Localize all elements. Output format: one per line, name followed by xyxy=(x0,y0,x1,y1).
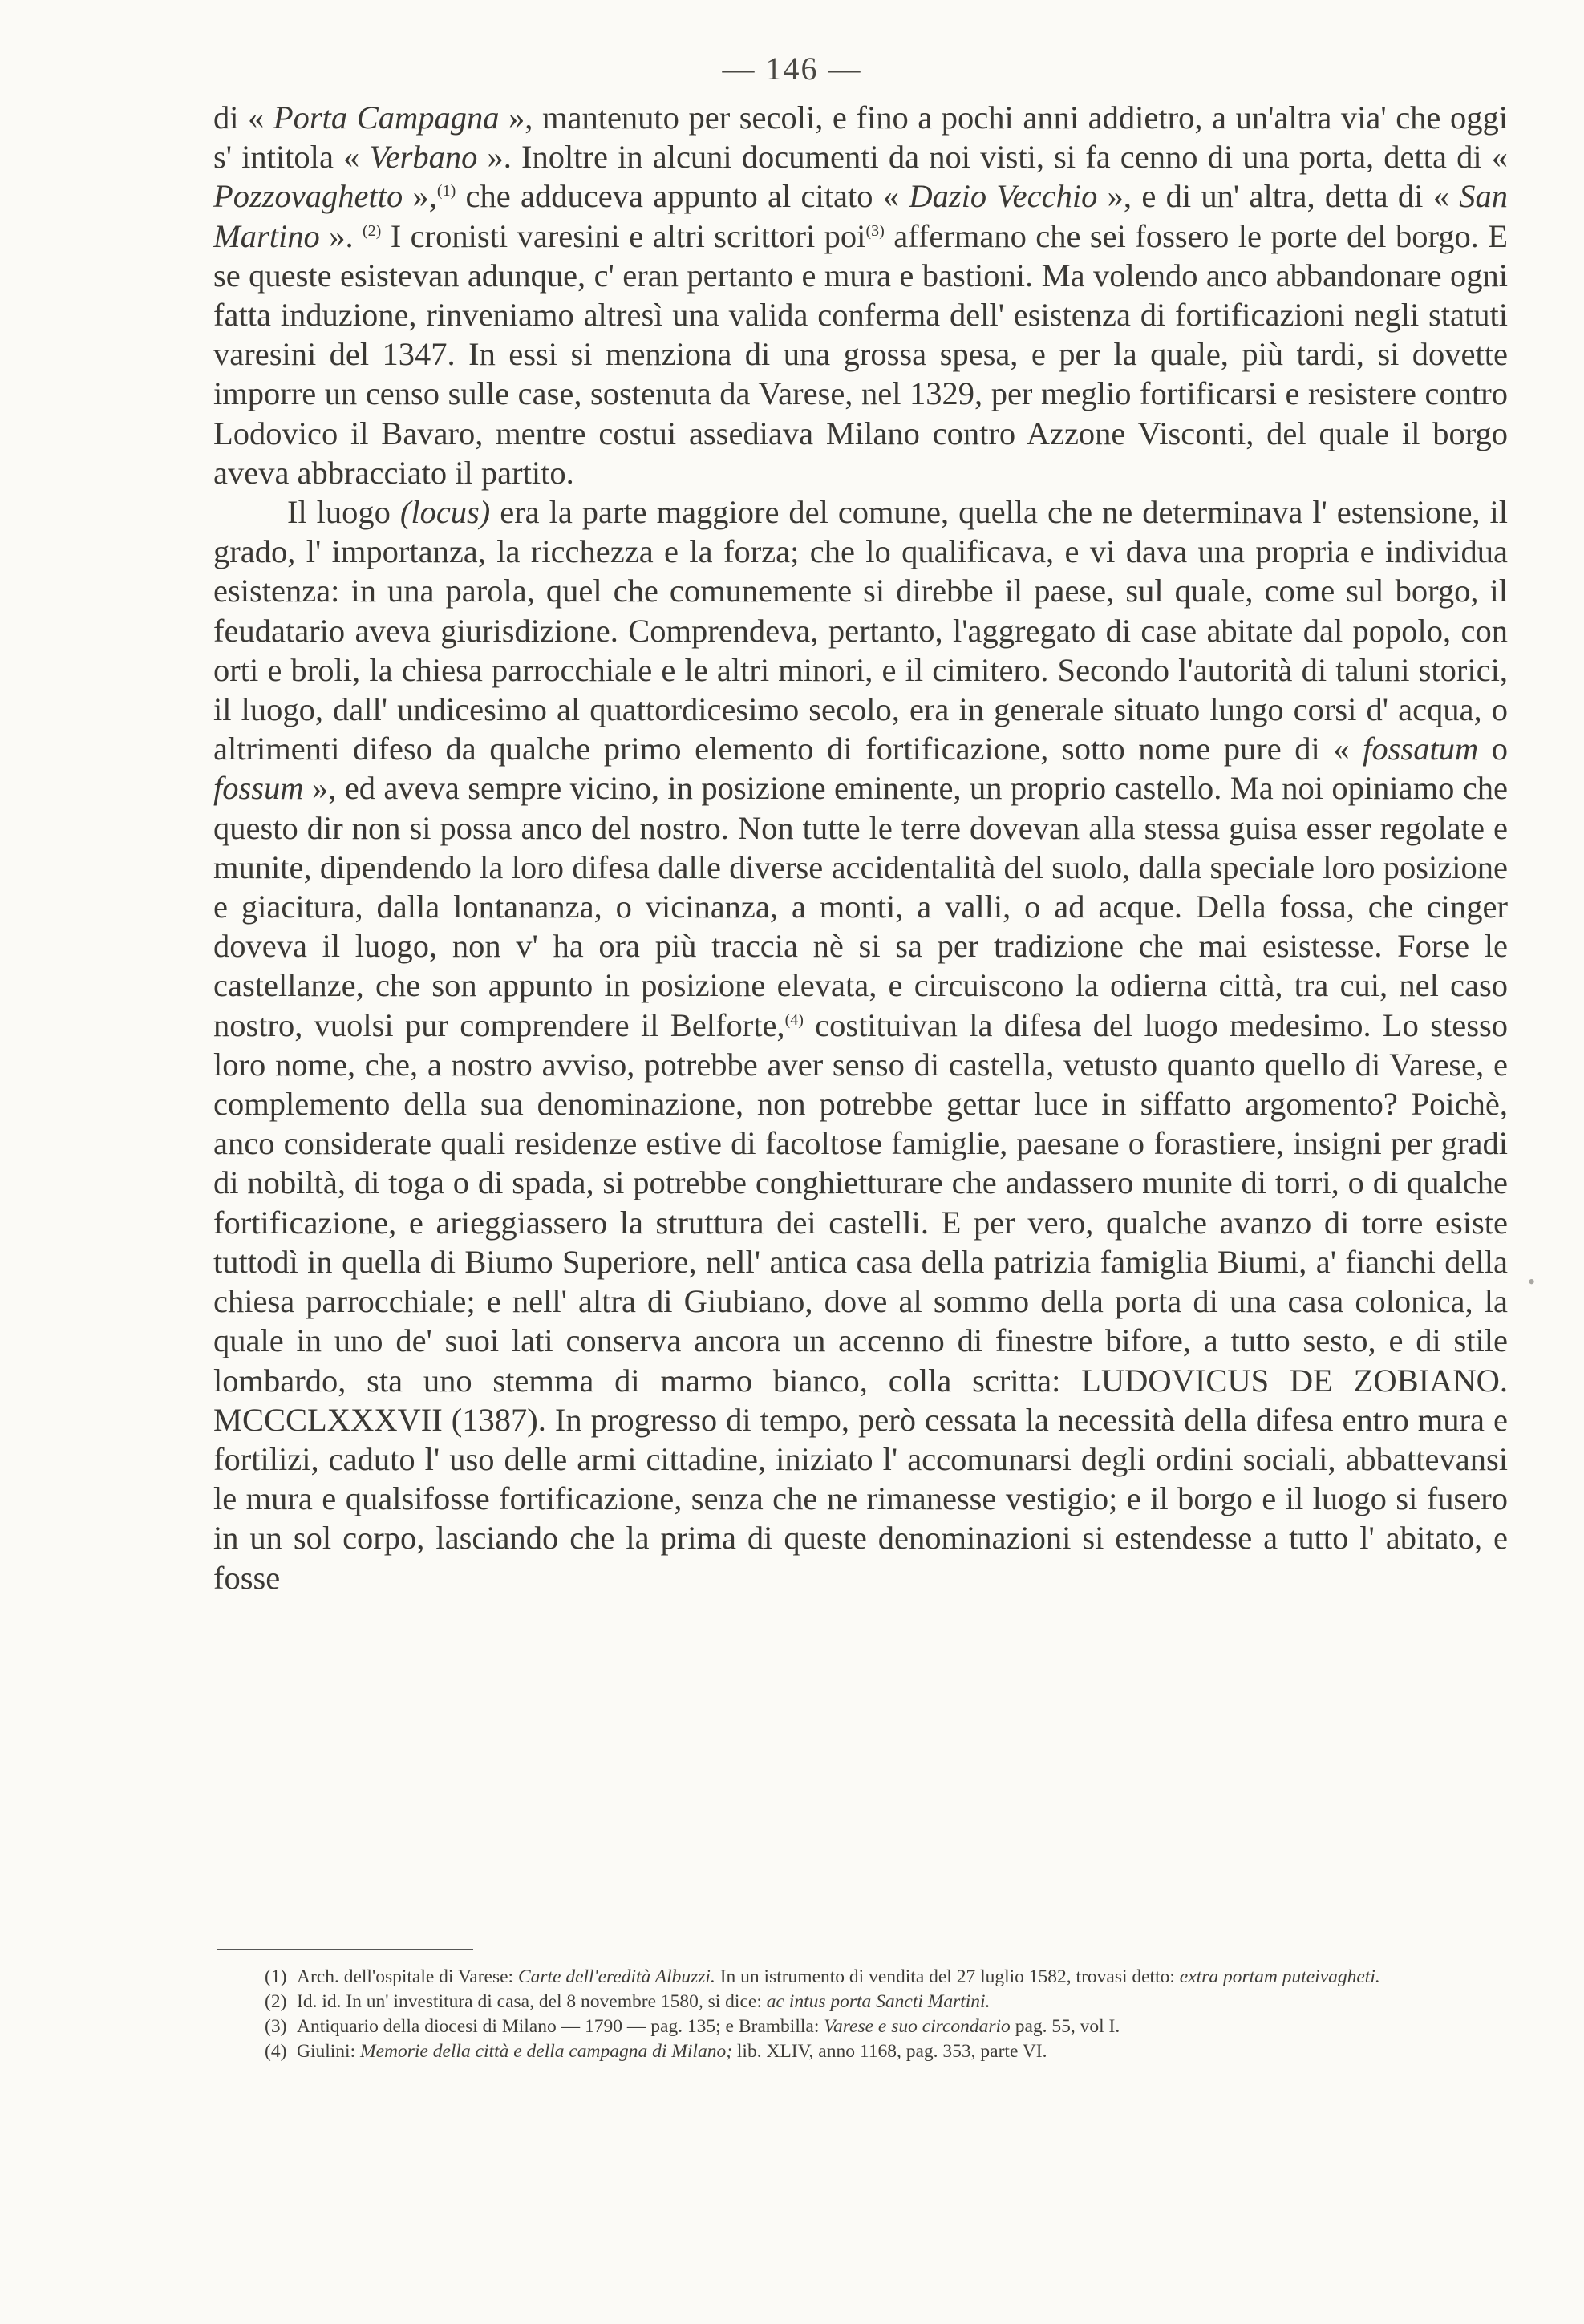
text-run: Il luogo xyxy=(287,494,400,531)
text-run: ». xyxy=(319,217,363,254)
text-run: Giulini: xyxy=(297,2041,360,2062)
italic-term: Memorie della città e della campagna di Milano; xyxy=(360,2041,733,2062)
text-run: ». Inoltre in alcuni documenti da noi visti, si fa cenno di una porta, detta di « xyxy=(477,139,1508,176)
paragraph-2 xyxy=(213,492,1508,1597)
text-run: », e di un' altra, detta di « xyxy=(1097,178,1460,215)
italic-term: Pozzovaghetto xyxy=(213,178,403,215)
footnote-2 xyxy=(265,1990,1504,2014)
text-run: In un istrumento di vendita del 27 luglio 1582, trovasi detto: xyxy=(715,1966,1180,1987)
text-run: I cronisti varesini e altri scrittori poi xyxy=(381,217,866,254)
paragraph-1 xyxy=(213,98,1508,492)
footnote-number: (4) xyxy=(265,2041,287,2062)
text-run: affermano che sei fossero le porte del borgo. E se queste esistevan adunque, c' eran pertanto e mura e bastioni. Ma volendo anco abbandonare ogni fatta induzione, rinveniamo altresì una valida conferma dell' esistenza di fortificazioni negli statuti varesini del 1347. In essi si menziona di una grossa spesa, e per la quale, più tardi, si dovette imporre un censo sulle case, sostenuta da Varese, nel 1329, per meglio fortificarsi e resistere contro Lodovico il Bavaro, mentre costui assediava Milano contro Azzone Visconti, del quale il borgo aveva abbracciato il partito. xyxy=(213,217,1508,491)
text-run: », mantenuto per secoli, e fino a pochi anni addietro, a un'altra via' che oggi s' intitola « xyxy=(213,99,1508,176)
footnote-3 xyxy=(265,2014,1504,2039)
italic-term: (locus) xyxy=(399,494,491,531)
footnote-number: (1) xyxy=(265,1966,287,1987)
footnote-ref-3: (3) xyxy=(865,221,885,240)
text-run: di « xyxy=(213,99,273,136)
italic-term: Porta Campagna xyxy=(273,99,500,136)
italic-term: San Martino xyxy=(213,178,1508,254)
text-run: costituivan la difesa del luogo medesimo. Lo stesso loro nome, che, a nostro avviso, potrebbe aver senso di castella, vetusto quanto quello di Varese, e complemento della sua denominazione, non potrebbe gettar luce in siffatto argomento? Poichè, anco considerate quali residenze estive di facoltose famiglie, paesane o forastiere, insigni per gradi di nobiltà, di toga o di spada, si potrebbe conghietturare che andassero munite di torri, o di qualche fortificazione, e arieggiassero la struttura dei castelli. E per vero, qualche avanzo di torre esiste tuttodì in quella di Biumo Superiore, nell' antica casa della patrizia famiglia Biumi, a' fianchi della chiesa parrocchiale; e nell' altra di Giubiano, dove al sommo della porta di una casa colonica, la quale in uno de' suoi lati conserva ancora un accenno di finestre bifore, a tutto sesto, e di stile lombardo, sta uno stemma di marmo bianco, colla scritta: LUDOVICUS DE ZOBIANO. MCCCLXXXVII (1387). In progresso di tempo, però cessata la necessità della difesa entro mura e fortilizi, caduto l' uso delle armi cittadine, iniziato l' accomunarsi degli ordini sociali, abbattevansi le mura e qualsifosse fortificazione, senza che ne rimanesse vestigio; e il borgo e il luogo si fusero in un sol corpo, lasciando che la prima di queste denominazioni si estendesse a tutto l' abitato, e fosse xyxy=(213,1006,1508,1596)
italic-term: Varese e suo circondario xyxy=(824,2016,1011,2037)
italic-term: Verbano xyxy=(369,139,478,176)
page-number: — 146 — xyxy=(722,51,862,87)
text-run: Arch. dell'ospitale di Varese: xyxy=(297,1966,518,1987)
footnote-1 xyxy=(265,1965,1504,1990)
text-run: », ed aveva sempre vicino, in posizione eminente, un proprio castello. Ma noi opiniamo che questo dir non si possa anco del nostro. Non tutte le terre dovevan alla stessa guisa esser regolate e munite, dipendendo la loro difesa dalle diverse accidentalità del suolo, dalla speciale loro posizione e giacitura, dalla lontananza, o vicinanza, a monti, a valli, o ad acque. Della fossa, che cinger doveva il luogo, non v' ha ora più traccia nè si sa per tradizione che mai esistesse. Forse le castellanze, che son appunto in posizione elevata, e circuiscono la odierna città, tra cui, nel caso nostro, vuolsi pur comprendere il Belforte, xyxy=(213,770,1508,1043)
text-run: o xyxy=(1478,731,1509,767)
text-run: che adduceva appunto al citato « xyxy=(456,178,909,215)
footnote-ref-1: (1) xyxy=(436,182,456,200)
footnote-4 xyxy=(265,2039,1504,2064)
italic-term: extra portam puteivagheti. xyxy=(1179,1966,1380,1987)
text-run: Antiquario della diocesi di Milano — 1790 — pag. 135; e Brambilla: xyxy=(297,2016,824,2037)
text-run: pag. 55, vol I. xyxy=(1010,2016,1120,2037)
text-run: lib. XLIV, anno 1168, pag. 353, parte VI. xyxy=(732,2041,1047,2062)
italic-term: Dazio Vecchio xyxy=(909,178,1098,215)
footnote-number: (3) xyxy=(265,2016,287,2037)
footnotes xyxy=(265,1965,1504,2064)
text-run: », xyxy=(403,178,437,215)
main-text xyxy=(213,98,1508,1597)
italic-term: ac intus porta Sancti Martini. xyxy=(766,1991,991,2012)
italic-term: fossatum xyxy=(1363,731,1479,767)
footnote-ref-4: (4) xyxy=(784,1010,804,1029)
italic-term: Carte dell'eredità Albuzzi. xyxy=(517,1966,715,1987)
footnote-divider xyxy=(217,1949,473,1950)
margin-mark: • xyxy=(1528,1270,1536,1294)
text-run: Id. id. In un' investitura di casa, del 8 novembre 1580, si dice: xyxy=(297,1991,767,2012)
footnote-number: (2) xyxy=(265,1991,287,2012)
footnote-ref-2: (2) xyxy=(363,221,382,240)
text-run: era la parte maggiore del comune, quella che ne determinava l' estensione, il grado, l' importanza, la ricchezza e la forza; che lo qualificava, e vi dava una propria e individua esistenza: in una parola, quel che comunemente si direbbe il paese, sul quale, come sul borgo, il feudatario aveva giurisdizione. Comprendeva, pertanto, l'aggregato di case abitate dal popolo, con orti e broli, la chiesa parrocchiale e le altri minori, e il cimitero. Secondo l'autorità di taluni storici, il luogo, dall' undicesimo al quattordicesimo secolo, era in generale situato lungo corsi d' acqua, o altrimenti difeso da qualche primo elemento di fortificazione, sotto nome pure di « xyxy=(213,494,1508,767)
italic-term: fossum xyxy=(213,770,304,807)
